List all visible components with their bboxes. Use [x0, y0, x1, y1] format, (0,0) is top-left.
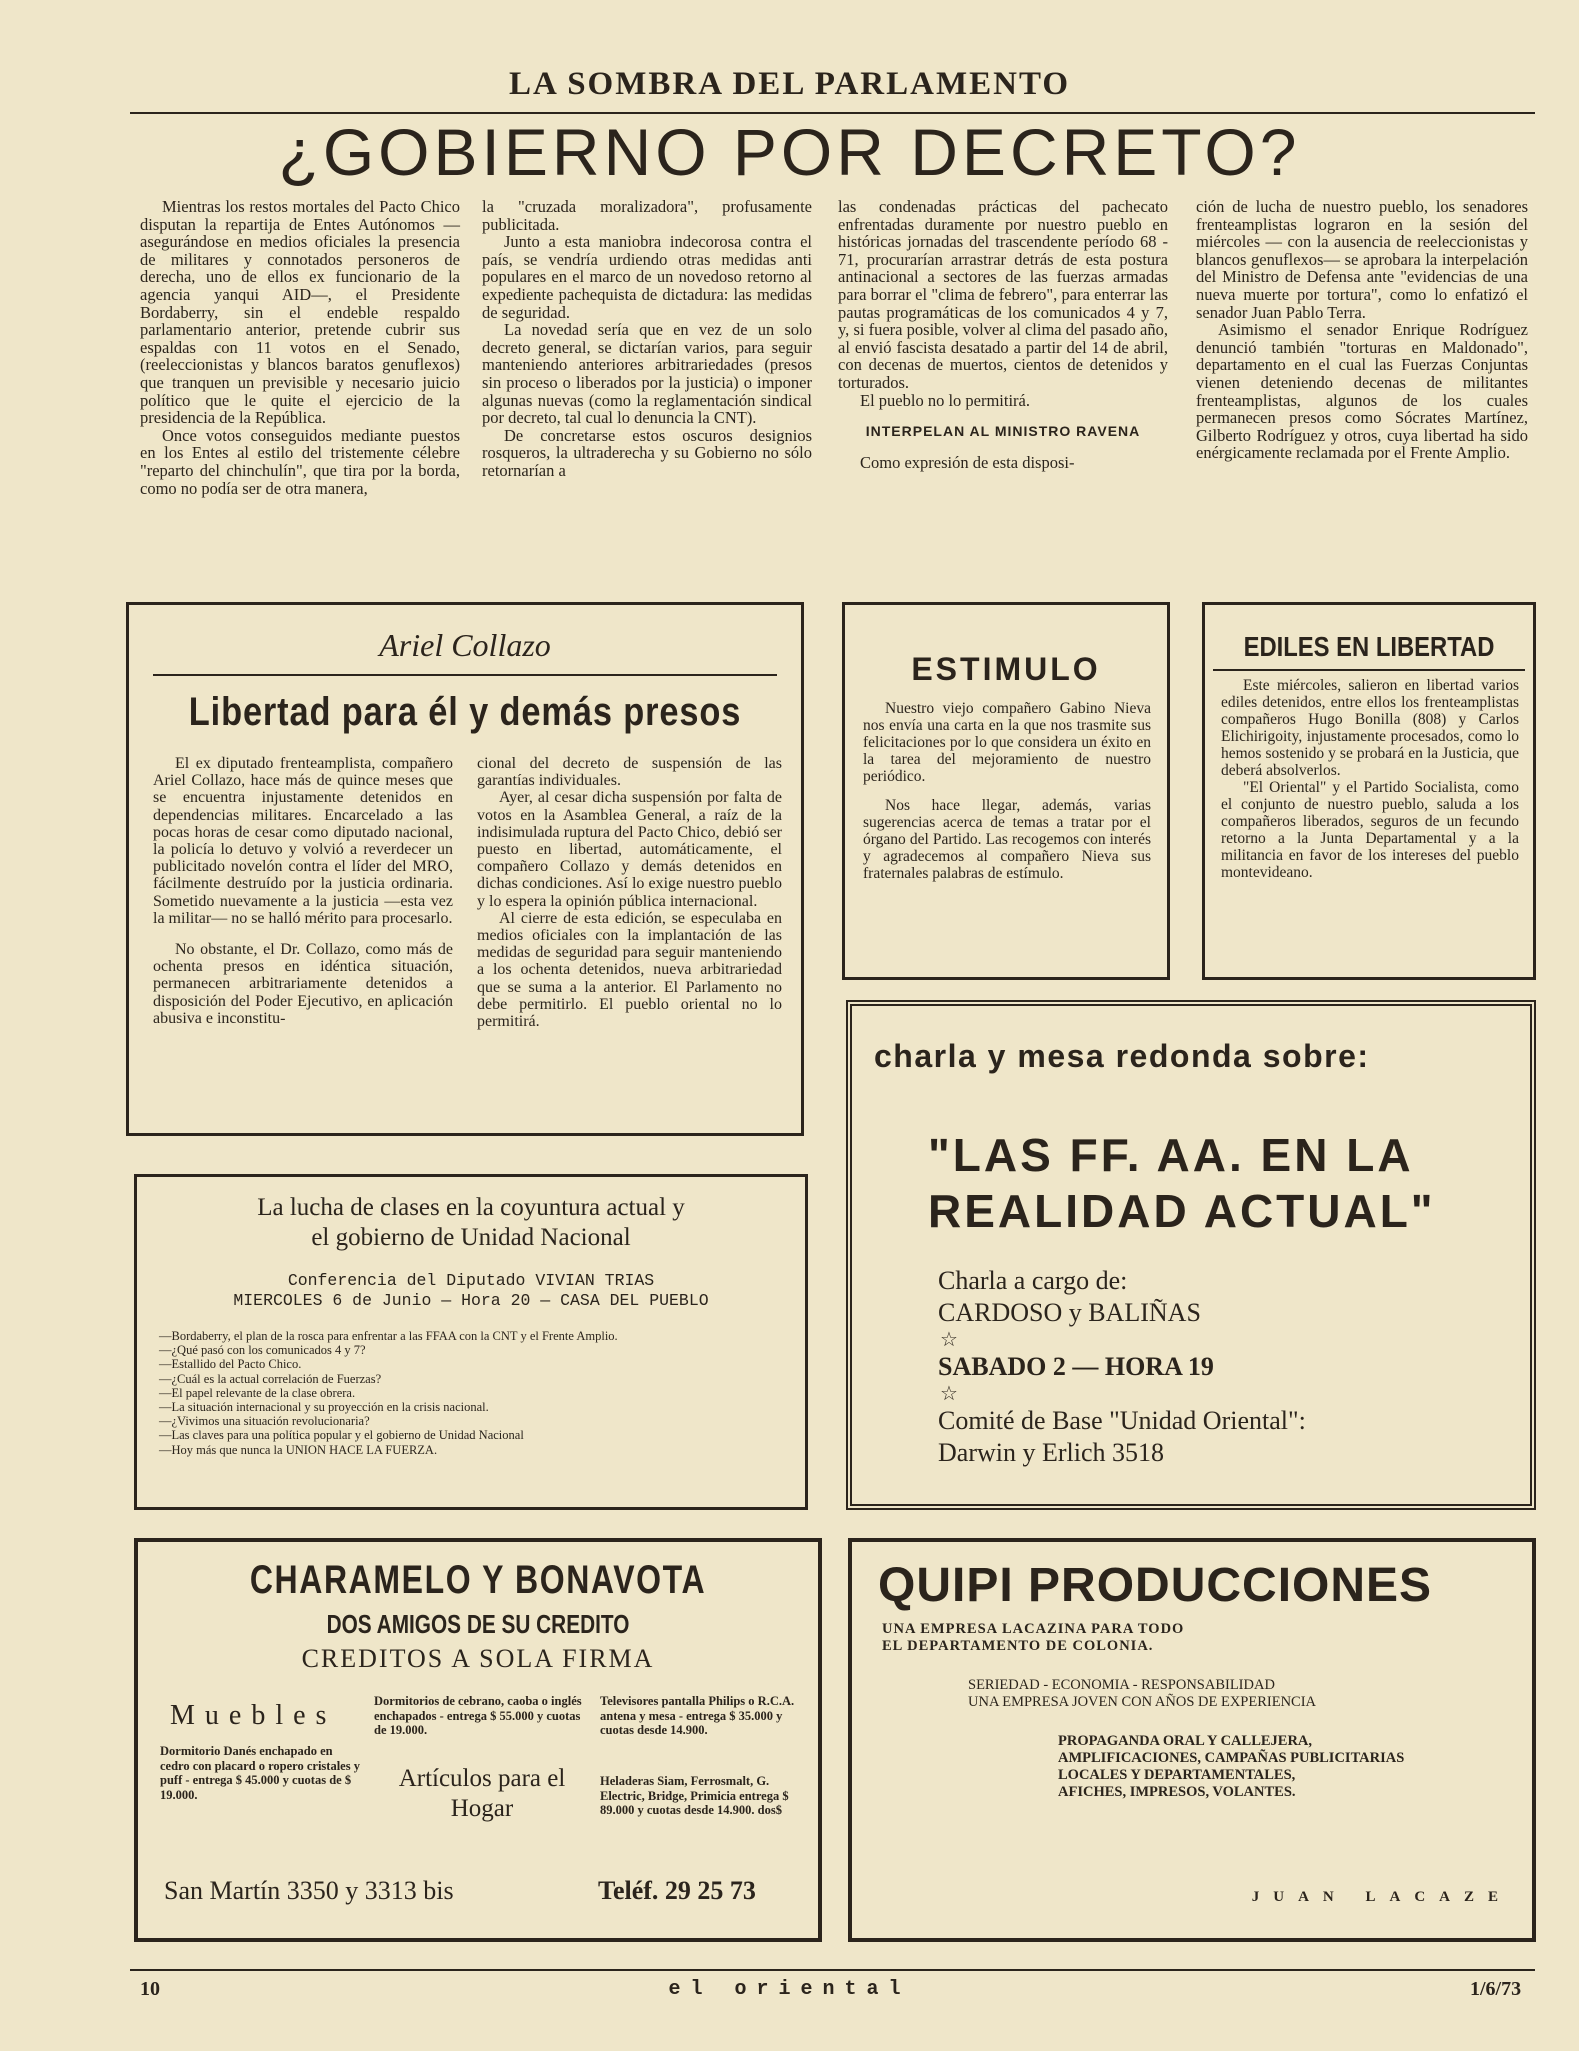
article-paragraph: De concretarse estos oscuros designios rosqueros, la ultraderecha y su Gobierno no sólo retornarían a	[482, 425, 812, 480]
conferencia-topics	[159, 1329, 791, 1457]
article-column-1	[140, 198, 460, 497]
estimulo-paragraph: Nuestro viejo compañero Gabino Nieva nos envía una carta en la que nos trasmite sus felicitaciones por lo que considera un éxito en la tarea del mejoramiento de nuestro periódico.	[863, 700, 1151, 785]
topic-item: —Bordaberry, el plan de la rosca para enfrentar a las FFAA con la CNT y el Frente Amplio.	[159, 1329, 618, 1343]
charla-place-label: Comité de Base "Unidad Oriental":	[938, 1406, 1306, 1435]
ediles-title: EDILES EN LIBERTAD	[1243, 631, 1495, 662]
service-item: AFICHES, IMPRESOS, VOLANTES.	[1058, 1784, 1296, 1800]
collazo-name: Ariel Collazo	[379, 627, 551, 663]
article-paragraph: la "cruzada moralizadora", profusamente publicitada.	[482, 197, 812, 234]
collazo-paragraph: Al cierre de esta edición, se especulaba en medios oficiales con la implantación de las medidas de seguridad para seguir manteniendo a los ochenta detenidos, nueva arbitrariedad que se suma a la anterior. El Parlamento no debe permitirlo. El pueblo oriental no lo permitirá.	[477, 909, 782, 1031]
charla-title-line2: REALIDAD ACTUAL"	[928, 1185, 1436, 1237]
estimulo-box	[842, 602, 1170, 980]
topic-item: —¿Cuál es la actual correlación de Fuerzas?	[159, 1371, 382, 1386]
charamelo-subtitle: DOS AMIGOS DE SU CREDITO	[326, 1609, 630, 1639]
conferencia-title-line1: La lucha de clases en la coyuntura actual y	[257, 1194, 685, 1221]
service-item: AMPLIFICACIONES, CAMPAÑAS PUBLICITARIAS	[1058, 1750, 1405, 1766]
conferencia-speaker: Conferencia del Diputado VIVIAN TRIAS	[287, 1271, 655, 1290]
star-icon: ☆	[940, 1383, 958, 1405]
topic-item: —El papel relevante de la clase obrera.	[159, 1385, 356, 1400]
collazo-paragraph: Ayer, al cesar dicha suspensión por falta de votos en la Asamblea General, a raíz de la indisimulada ruptura del Pacto Chico, debió ser puesto en libertad, automáticamente, el compañero Collazo y demás detenidos en dichas condiciones. Así lo exige nuestro pueblo y lo espera la opinión pública internacional.	[477, 789, 782, 910]
article-column-3	[838, 198, 1168, 472]
ediles-rule	[1213, 669, 1525, 671]
article-paragraph: La novedad sería que en vez de un solo decreto general, se dictarían varios, para seguir manteniendo anteriores arbitrariedades (presos sin proceso o liberados por la justicia) o imponer algunas nuevas (como la reglamentación sindical por decreto, tal cual lo denuncia la CNT).	[482, 320, 812, 428]
article-paragraph: las condenadas prácticas del pachecato enfrentadas duramente por nuestro pueblo en históricas jornadas del trascendente período 68 - 71, procurarían arrastrar detrás de esta postura antinacional a sectores de las fuerzas armadas para borrar el "clima de febrero", para enterrar las pautas programáticas de los comunicados 4 y 7, y, si fuera posible, volver al clima del pasado año, al envió fascista desatado a partir del 14 de abril, con decenas de muertos, cientos de detenidos y torturados.	[838, 197, 1168, 392]
article-paragraph: El pueblo no lo permitirá.	[860, 390, 1031, 410]
collazo-title: Libertad para él y demás presos	[188, 690, 742, 734]
charamelo-phone: Teléf. 29 25 73	[598, 1876, 756, 1905]
quipi-values: SERIEDAD - ECONOMIA - RESPONSABILIDAD	[968, 1677, 1275, 1693]
charla-address: Darwin y Erlich 3518	[938, 1438, 1165, 1467]
quipi-signature: JUAN LACAZE	[1251, 1889, 1512, 1905]
article-column-4	[1196, 198, 1528, 462]
star-icon: ☆	[940, 1329, 958, 1351]
ediles-text	[1221, 677, 1519, 881]
quipi-services	[1058, 1733, 1532, 1801]
headline: ¿GOBIERNO POR DECRETO?	[278, 115, 1301, 189]
issue-date: 1/6/73	[1470, 1978, 1522, 2000]
service-item: LOCALES Y DEPARTAMENTALES,	[1058, 1767, 1296, 1783]
topic-item: —Las claves para una política popular y el gobierno de Unidad Nacional	[159, 1428, 524, 1443]
ediles-paragraph: Este miércoles, salieron en libertad varios ediles detenidos, entre ellos los frenteamplistas compañeros Hugo Bonilla (808) y Carlos Elichirigoity, injustamente procesados, como lo hemos sostenido y se probará en la Justicia, que deberá absolverlos.	[1221, 677, 1519, 779]
charamelo-box	[134, 1538, 822, 1942]
ediles-box	[1202, 602, 1536, 980]
topic-item: —Estallido del Pacto Chico.	[159, 1357, 302, 1372]
article-column-2	[482, 198, 812, 480]
collazo-paragraph: El ex diputado frenteamplista, compañero Ariel Collazo, hace más de quince meses que se encuentra injustamente detenidos en dependencias militares. Encarcelado a las pocas horas de cesar como diputado nacional, la policía lo detuvo y volvió a reverdecer un publicitado novelón contra el líder del MRO, fácilmente destruído por la justicia ordinaria. Sometido nuevamente a la justicia —esta vez la militar— no se halló mérito para procesarlo.	[153, 755, 453, 927]
collazo-column-b	[477, 755, 782, 1030]
televisores-text: Televisores pantalla Philips o R.C.A. antena y mesa - entrega $ 35.000 y cuotas desde 14.900.	[600, 1694, 795, 1737]
article-subhead: INTERPELAN AL MINISTRO RAVENA	[865, 423, 1141, 440]
collazo-box	[126, 602, 804, 1136]
estimulo-paragraph: Nos hace llegar, además, varias sugerencias acerca de temas a tratar por el órgano del Partido. Las recogemos con interés y agradecemos al compañero Nieva sus fraternales palabras de estímulo.	[863, 797, 1151, 882]
charla-cargo-label: Charla a cargo de:	[938, 1266, 1128, 1295]
estimulo-text	[863, 700, 1151, 882]
quipi-line1: UNA EMPRESA LACAZINA PARA TODO	[882, 1621, 1185, 1637]
charamelo-tagline: CREDITOS A SOLA FIRMA	[301, 1644, 655, 1673]
topic-item: —¿Qué pasó con los comunicados 4 y 7?	[159, 1343, 366, 1358]
page-number: 10	[140, 1978, 160, 2000]
charla-speakers: CARDOSO y BALIÑAS	[938, 1298, 1201, 1327]
ediles-paragraph: "El Oriental" y el Partido Socialista, como el conjunto de nuestro pueblo, saluda a los compañeros liberados, seguros de un fecundo retorno a la Junta Departamental y a la militancia en favor de los intereses del pueblo montevideano.	[1221, 779, 1519, 881]
articulos-label: Artículos para el Hogar	[398, 1765, 566, 1822]
quipi-line2: EL DEPARTAMENTO DE COLONIA.	[882, 1638, 1154, 1654]
article-paragraph: Como expresión de esta disposi-	[860, 453, 1075, 473]
charla-intro: charla y mesa redonda sobre:	[874, 1038, 1370, 1074]
collazo-paragraph: No obstante, el Dr. Collazo, como más de ochenta presos en idéntica situación, permanecen arbitrariamente detenidos a disposición del Poder Ejecutivo, en aplicación abusiva e inconstitu-	[153, 941, 453, 1027]
collazo-column-a	[153, 755, 453, 1027]
dormitorios-text: Dormitorios de cebrano, caoba o inglés enchapados - entrega $ 55.000 y cuotas de 19.000.	[374, 1694, 582, 1737]
charla-title-line1: "LAS FF. AA. EN LA	[928, 1129, 1414, 1181]
topic-item: —Hoy más que nunca la UNION HACE LA FUERZA.	[159, 1442, 438, 1457]
muebles-text: Dormitorio Danés enchapado en cedro con placard o ropero cristales y puff - entrega $ 45.000 y cuotas de $ 19.000.	[160, 1744, 360, 1802]
topic-item: —¿Vivimos una situación revolucionaria?	[159, 1414, 370, 1429]
charla-datetime: SABADO 2 — HORA 19	[938, 1352, 1214, 1381]
newspaper-name: el oriental	[668, 1978, 911, 2001]
service-item: PROPAGANDA ORAL Y CALLEJERA,	[1058, 1733, 1313, 1749]
footer-rule	[130, 1969, 1535, 1971]
conferencia-box	[134, 1174, 808, 1510]
quipi-box	[848, 1538, 1536, 1942]
quipi-young: UNA EMPRESA JOVEN CON AÑOS DE EXPERIENCIA	[968, 1694, 1317, 1710]
section-kicker: LA SOMBRA DEL PARLAMENTO	[508, 66, 1071, 102]
article-paragraph: Mientras los restos mortales del Pacto Chico disputan la repartija de Entes Autónomos —asegurándose en medios oficiales la presencia de militares y connotados personeros de derecha, uno de ellos ex funcionario de la agencia yanqui AID—, el Presidente Bordaberry, sin el endeble respaldo parlamentario anterior, pretende cubrir sus espaldas con 11 votos en el Senado, (reeleccionistas y blancos baratos genuflexos) que tranquen un previsible y necesario juicio político que le quite el ejercicio de la presidencia de la República.	[140, 197, 460, 428]
article-paragraph: Once votos conseguidos mediante puestos en los Entes al estilo del tristemente célebre "reparto del chinchulín", que tira por la borda, como no podía ser de otra manera,	[140, 425, 460, 498]
charamelo-title: CHARAMELO Y BONAVOTA	[249, 1558, 707, 1602]
quipi-title: QUIPI PRODUCCIONES	[878, 1559, 1433, 1612]
charamelo-address: San Martín 3350 y 3313 bis	[164, 1876, 454, 1905]
heladeras-text: Heladeras Siam, Ferrosmalt, G. Electric, Bridge, Primicia entrega $ 89.000 y cuotas desde 14.900. dos$	[600, 1774, 789, 1817]
topic-item: —La situación internacional y su proyección en la crisis nacional.	[159, 1400, 489, 1415]
article-paragraph: Asimismo el senador Enrique Rodríguez denunció también "torturas en Maldonado", departamento en el cual las Fuerzas Conjuntas vienen deteniendo decenas de militantes frenteamplistas, algunos de los cuales permanecen presos como Sócrates Martínez, Gilberto Rodríguez y otros, cuya libertad ha sido enérgicamente reclamada por el Frente Amplio.	[1196, 320, 1528, 463]
conferencia-title-line2: el gobierno de Unidad Nacional	[311, 1224, 631, 1251]
estimulo-title: ESTIMULO	[911, 651, 1101, 687]
charla-box	[846, 1000, 1536, 1510]
article-paragraph: ción de lucha de nuestro pueblo, los senadores frenteamplistas lograron en la sesión del miércoles — con la ausencia de reeleccionistas y blancos genuflexos— se aprobara la interpelación del Ministro de Defensa ante "evidencias de una nueva muerte por tortura", como lo enfatizó el senador Juan Pablo Terra.	[1196, 197, 1528, 322]
article-paragraph: Junto a esta maniobra indecorosa contra el país, se vendría urdiendo otras medidas anti populares en el marco de un novedoso retorno al expediente pachequista de dictadura: las medidas de seguridad.	[482, 232, 812, 322]
collazo-paragraph: cional del decreto de suspensión de las garantías individuales.	[477, 755, 782, 790]
collazo-rule	[153, 674, 777, 676]
conferencia-when: MIERCOLES 6 de Junio — Hora 20 — CASA DEL PUEBLO	[233, 1291, 709, 1310]
muebles-label: Muebles	[170, 1700, 337, 1731]
